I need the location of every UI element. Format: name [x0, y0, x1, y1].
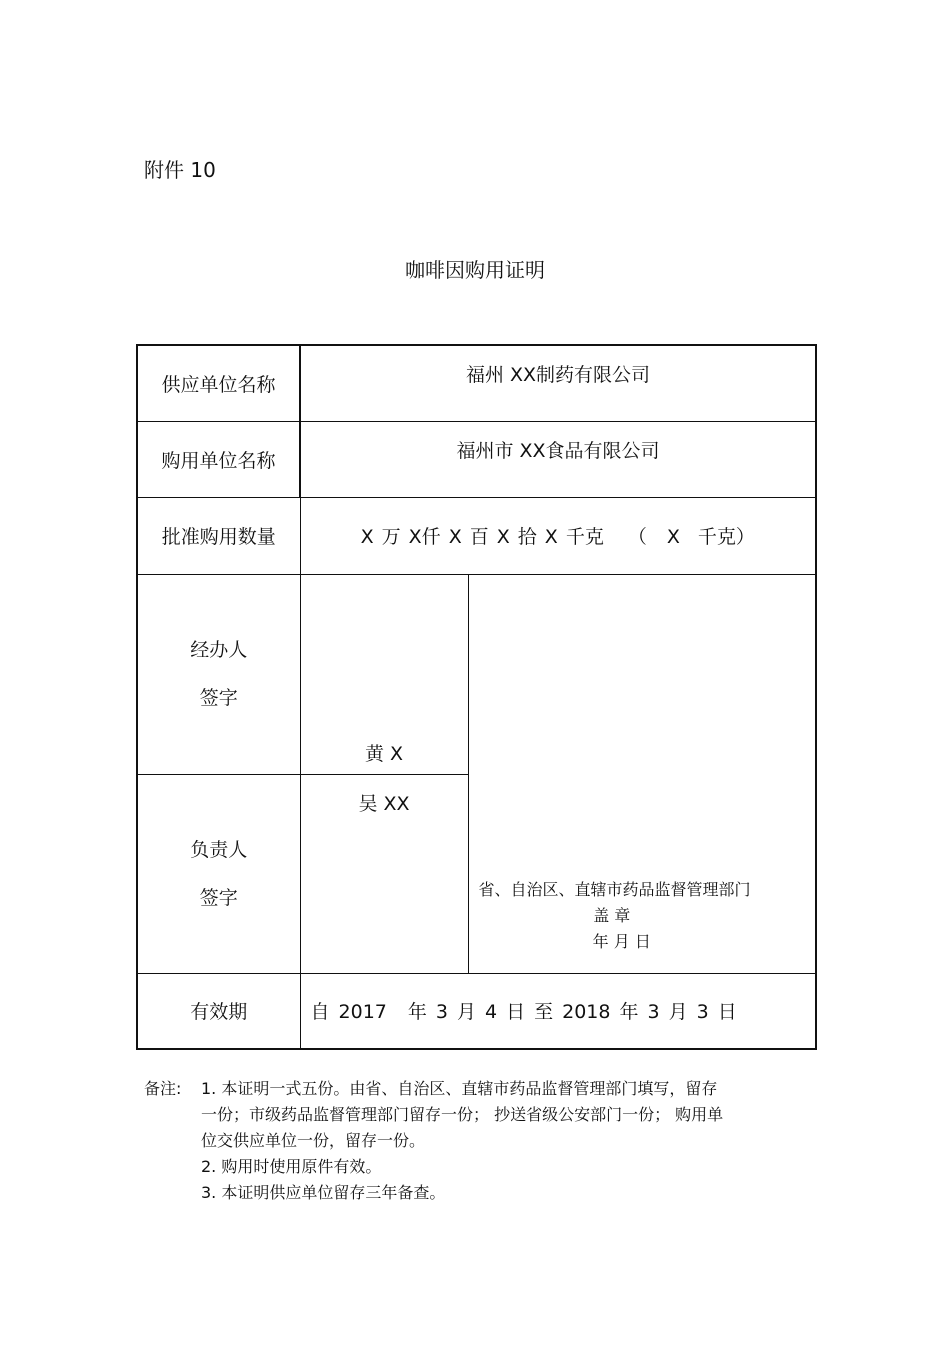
qty-part: X: [666, 526, 680, 548]
note-line: 2. 购用时使用原件有效。: [201, 1157, 382, 1176]
supplier-label: 供应单位名称: [137, 345, 300, 421]
seal-department: 省、自治区、直辖市药品监督管理部门: [478, 879, 751, 899]
qty-part: X: [448, 526, 462, 548]
responsible-label-line1: 负责人: [190, 838, 248, 861]
quantity-label: 批准购用数量: [137, 497, 300, 574]
handler-signature-cell: [300, 574, 468, 774]
handler-row: [137, 574, 816, 774]
document-title: 咖啡因购用证明: [405, 258, 545, 282]
handler-label: [137, 574, 300, 774]
qty-part: 百: [469, 526, 489, 548]
attachment-number: 附件 10: [144, 158, 216, 182]
buyer-row: [137, 421, 816, 497]
validity-part: 自: [310, 1001, 330, 1024]
supplier-row: [137, 345, 816, 421]
validity-part: 日: [506, 1001, 526, 1024]
quantity-value: [300, 497, 816, 574]
note-line: 3. 本证明供应单位留存三年备查。: [201, 1183, 446, 1202]
qty-part: 千克）: [697, 526, 755, 548]
validity-part: 至: [534, 1001, 554, 1024]
handler-label-line1: 经办人: [190, 639, 248, 661]
qty-part: X: [544, 526, 558, 548]
validity-part: 2017: [338, 1001, 387, 1024]
qty-part: 万: [381, 526, 401, 548]
seal-cell: [468, 574, 816, 973]
qty-part: X仟: [408, 526, 441, 548]
validity-row: [137, 973, 816, 1049]
notes-heading: 备注:: [144, 1079, 182, 1098]
responsible-label: [137, 774, 300, 973]
validity-part: 年: [619, 1001, 639, 1024]
notes-body: [201, 1076, 821, 1206]
seal-stamp: 盖 章: [593, 905, 631, 925]
qty-part: （: [627, 526, 647, 548]
note-line: 一份；市级药品监督管理部门留存一份； 抄送省级公安部门一份； 购用单: [201, 1105, 724, 1124]
supplier-value: 福州 XX制药有限公司: [300, 345, 816, 421]
purchase-certificate-table: [136, 344, 817, 1050]
qty-part: 千克: [565, 526, 604, 548]
responsible-label-line2: 签字: [199, 886, 238, 909]
validity-part: 3: [647, 1001, 660, 1024]
validity-part: 4: [485, 1001, 498, 1024]
handler-name: 黄 X: [364, 742, 404, 765]
qty-part: X: [360, 526, 374, 548]
buyer-label: 购用单位名称: [137, 421, 300, 497]
buyer-value: 福州市 XX食品有限公司: [300, 421, 816, 497]
qty-part: X: [496, 526, 510, 548]
validity-part: 年: [407, 1001, 427, 1024]
validity-value: [300, 973, 816, 1049]
validity-part: 2018: [562, 1001, 611, 1024]
quantity-row: [137, 497, 816, 574]
validity-part: 日: [717, 1001, 737, 1024]
validity-part: 3: [435, 1001, 448, 1024]
validity-label: 有效期: [137, 973, 300, 1049]
handler-label-line2: 签字: [199, 687, 238, 709]
qty-part: 拾: [517, 526, 537, 548]
validity-part: 月: [668, 1001, 688, 1024]
validity-part: 3: [696, 1001, 709, 1024]
responsible-name: 吴 XX: [358, 792, 410, 815]
note-line: 位交供应单位一份，留存一份。: [201, 1131, 426, 1150]
responsible-signature-cell: [300, 774, 468, 973]
seal-date: 年 月 日: [592, 931, 651, 951]
note-line: 1. 本证明一式五份。由省、自治区、直辖市药品监督管理部门填写，留存: [201, 1079, 718, 1098]
validity-part: 月: [456, 1001, 476, 1024]
